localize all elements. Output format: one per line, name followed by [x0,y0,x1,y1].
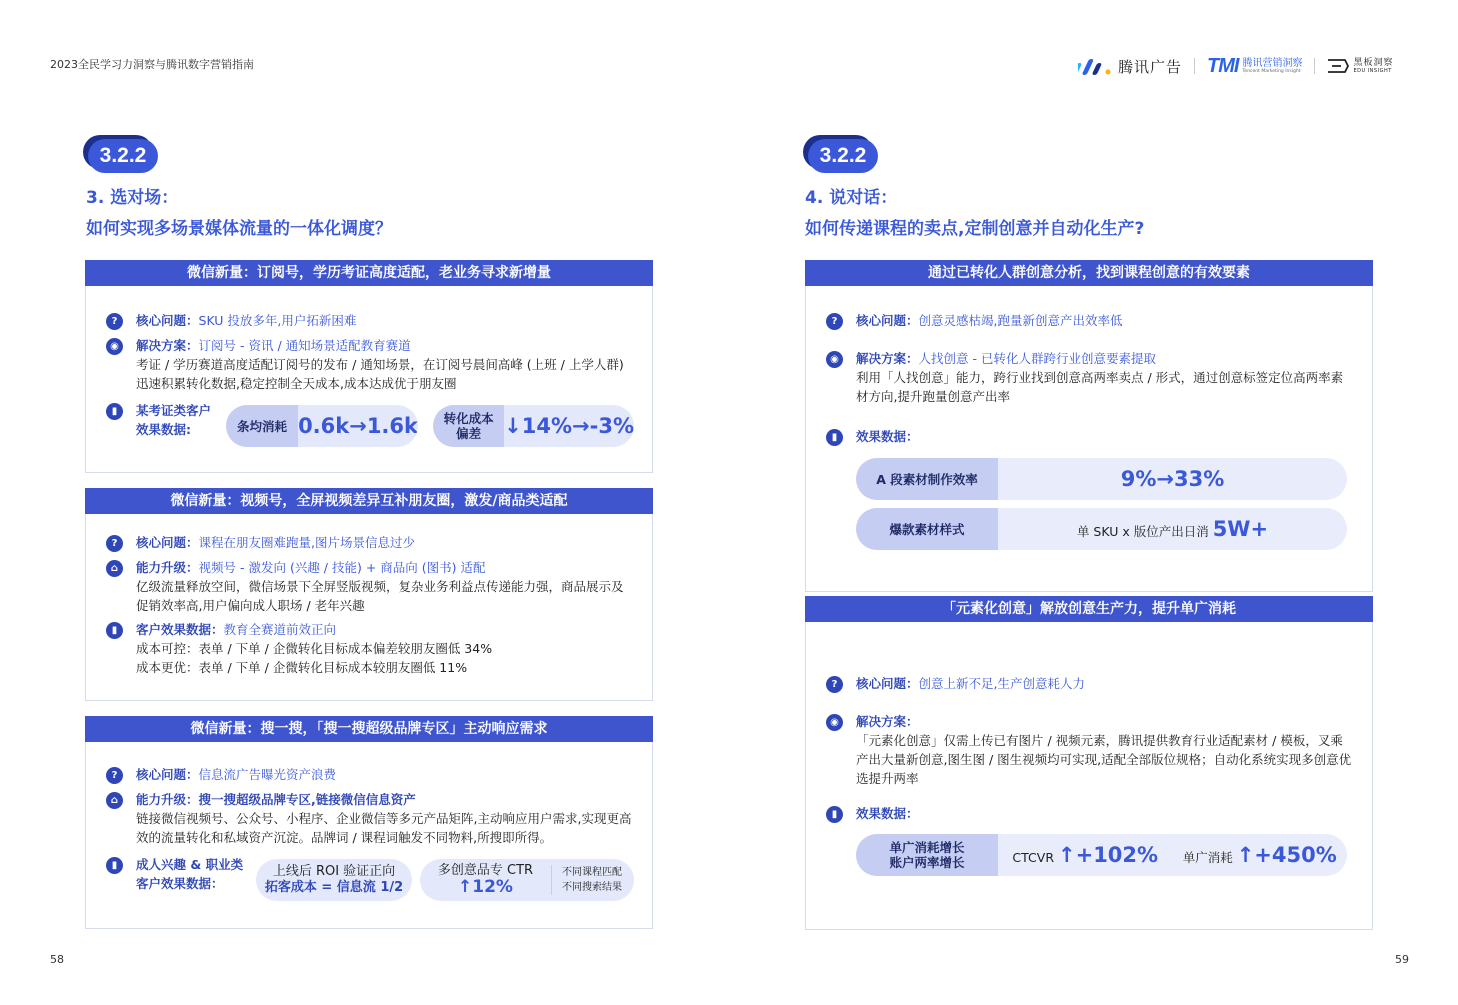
person-icon: ◉ [826,714,843,731]
effect-line-1: 成本可控：表单 / 下单 / 企微转化目标成本偏差较朋友圈低 34% [136,641,493,656]
panel-heading: 微信新量：视频号，全屏视频差异互补朋友圈，激发/商品类适配 [85,488,653,514]
row-key-line1: 单广消耗增长 [889,840,965,855]
panel-elemental-creative [805,596,1373,930]
metric-side-note [551,865,634,895]
core-problem-label: 核心问题： [856,313,919,328]
upgrade-text: 视频号 - 激发向 (兴趣 / 技能) + 商品向 (图书) 适配 [198,560,486,575]
metric-key-line2: 偏差 [456,426,482,441]
solution-text: 人找创意 - 已转化人群跨行业创意要素提取 [918,351,1156,366]
capability-upgrade [106,558,634,615]
tencent-ads-logo [1078,56,1182,77]
person-icon: ◉ [826,351,843,368]
row-key: A 段素材制作效率 [856,458,998,500]
spend-label: 单广消耗 [1182,850,1233,865]
core-problem [826,311,1354,330]
solution-body: 考证 / 学历赛道高度适配订阅号的发布 / 通知场景，在订阅号晨间高峰 (上班 / 上学人群) 迅速积累转化数据,稳定控制全天成本,成本达成优于朋友圈 [136,357,624,391]
roi-line-2: 拓客成本 = 信息流 1/2 [264,880,404,895]
panel-wechat-search [85,716,653,929]
panel-heading: 微信新量：搜一搜，「搜一搜超级品牌专区」主动响应需求 [85,716,653,742]
tmi-en-name: Tencent Marketing Insight [1242,68,1301,74]
metric-value [420,863,551,897]
upgrade-text: 搜一搜超级品牌专区,链接微信信息资产 [198,792,416,807]
side-line-1: 不同课程匹配 [562,867,622,878]
logo-divider [1194,58,1195,74]
metric-value: 0.6k→1.6k [298,414,418,438]
question-icon: ? [106,767,123,784]
ctcvr-value: ↑+102% [1058,843,1159,867]
section-question: 如何传递课程的卖点,定制创意并自动化生产? [805,219,1145,239]
ctr-value: ↑12% [458,877,513,897]
chart-icon: ▮ [106,622,123,639]
ctcvr-cell [998,843,1173,867]
page-number-right: 59 [1395,953,1409,966]
edu-insight-logo [1327,58,1393,74]
upgrade-label: 能力升级： [136,560,199,575]
roi-line-1: 上线后 ROI 验证正向 [272,864,396,879]
effect-line-2: 成本更优：表单 / 下单 / 企微转化目标成本较朋友圈低 11% [136,660,468,675]
metric-pill-cost-deviation [433,405,634,447]
ctr-label: 多创意品专 CTR [437,863,534,878]
row-key: 爆款素材样式 [856,508,998,550]
effect-label-2: 效果数据: [136,422,191,437]
customer-effect [106,620,634,677]
effect-data [826,427,1354,446]
tmi-logo [1207,55,1302,78]
panel-heading: 微信新量：订阅号，学历考证高度适配，老业务寻求新增量 [85,260,653,286]
chart-icon: ▮ [106,857,123,874]
core-problem-text: 创意上新不足,生产创意耗人力 [918,676,1085,691]
document-title: 2023全民学习力洞察与腾讯数字营销指南 [50,58,254,71]
core-problem [106,311,634,330]
tencent-ads-icon [1078,57,1112,75]
metric-key-line1: 转化成本 [443,411,494,426]
section-number-badge: 3.2.2 [808,139,878,173]
effect-label: 效果数据： [856,429,919,444]
solution [106,336,634,393]
ctcvr-label: CTCVR [1012,850,1055,865]
row-key-line2: 账户两率增长 [889,855,965,870]
upgrade-icon: ⌂ [106,792,123,809]
solution-body: 「元素化创意」仅需上传已有图片 / 视频元素，腾讯提供教育行业适配素材 / 模板，叉乘产出大量新创意,图生图 / 图生视频均可实现,适配全部版位规格；自动化系统实现多创意优选提升两率 [856,733,1352,786]
result-row-efficiency [856,458,1347,500]
logo-bar [1078,52,1393,80]
upgrade-body: 亿级流量释放空间，微信场景下全屏竖版视频，复杂业务利益点传递能力强，商品展示及促销效率高,用户偏向成人职场 / 老年兴趣 [136,579,624,613]
result-row-hit-style [856,508,1347,550]
side-line-2: 不同搜索结果 [562,882,622,893]
core-problem-label: 核心问题： [136,313,199,328]
solution-label: 解决方案： [856,714,919,729]
core-problem-text: 创意灵感枯竭,跑量新创意产出效率低 [918,313,1123,328]
section-subtitle: 3. 选对场： [86,188,179,208]
capability-upgrade [106,790,634,847]
metric-pill-spend [226,405,418,447]
effect-label: 效果数据： [856,806,919,821]
edu-en-name: EDU INSIGHT [1353,68,1392,74]
section-subtitle: 4. 说对话： [805,188,898,208]
row-key [856,834,998,876]
effect-data [826,804,1354,823]
logo-divider [1314,58,1315,74]
core-problem-label: 核心问题： [856,676,919,691]
core-problem [826,674,1354,693]
row-value: 9%→33% [1120,467,1225,491]
question-icon: ? [826,313,843,330]
result-row-growth [856,834,1347,876]
core-problem-label: 核心问题： [136,535,199,550]
effect-label: 客户效果数据： [136,622,224,637]
edu-cn-name: 黑板洞察 [1353,58,1394,68]
metric-pill-roi [256,859,412,901]
effect-label-2: 客户效果数据： [136,876,224,891]
panel-heading: 通过已转化人群创意分析，找到课程创意的有效要素 [805,260,1373,286]
edu-insight-icon [1327,58,1349,74]
solution-label: 解决方案： [136,338,199,353]
core-problem-text: 信息流广告曝光资产浪费 [198,767,337,782]
solution [826,349,1354,406]
tmi-mark: TMI [1207,54,1239,77]
metric-pill-ctr [420,859,634,901]
chart-icon: ▮ [826,429,843,446]
core-problem [106,533,634,552]
section-number-badge: 3.2.2 [88,139,158,173]
panel-wechat-channels [85,488,653,701]
effect-text: 教育全赛道前效正向 [223,622,337,637]
core-problem-text: SKU 投放多年,用户拓新困难 [198,313,357,328]
core-problem-text: 课程在朋友圈难跑量,图片场景信息过少 [198,535,415,550]
panel-heading: 「元素化创意」解放创意生产力，提升单广消耗 [805,596,1373,622]
solution-body: 利用「人找创意」能力，跨行业找到创意高两率卖点 / 形式，通过创意标签定位高两率素材方向,提升跑量创意产出率 [856,370,1344,404]
core-problem [106,765,634,784]
row-value-number: 5W+ [1212,517,1269,541]
panel-creative-analysis [805,260,1373,592]
solution [826,712,1354,788]
page-number-left: 58 [50,953,64,966]
metric-value: ↓14%→-3% [504,414,634,438]
row-value [998,517,1347,541]
solution-label: 解决方案： [856,351,919,366]
chart-icon: ▮ [826,806,843,823]
spend-value: ↑+450% [1236,843,1337,867]
spend-cell [1173,843,1348,867]
section-question: 如何实现多场景媒体流量的一体化调度？ [86,219,392,239]
solution-text: 订阅号 - 资讯 / 通知场景适配教育赛道 [198,338,411,353]
tmi-cn-name: 腾讯营销洞察 [1242,57,1303,69]
panel-wechat-subscription [85,260,653,473]
question-icon: ? [826,676,843,693]
metric-key [433,405,504,447]
effect-label-1: 成人兴趣 & 职业类 [136,857,244,872]
upgrade-label: 能力升级： [136,792,199,807]
upgrade-body: 链接微信视频号、公众号、小程序、企业微信等多元产品矩阵,主动响应用户需求,实现更高效的流量转化和私域资产沉淀。品牌词 / 课程词触发不同物料,所搜即所得。 [136,811,632,845]
upgrade-icon: ⌂ [106,560,123,577]
chart-icon: ▮ [106,403,123,420]
effect-label-1: 某考证类客户 [136,403,212,418]
metric-key: 条均消耗 [226,405,298,447]
core-problem-label: 核心问题： [136,767,199,782]
question-icon: ? [106,313,123,330]
row-value-text: 单 SKU x 版位产出日消 [1076,524,1209,539]
person-icon: ◉ [106,338,123,355]
metric-value [256,864,412,896]
tencent-ads-wordmark: 腾讯广告 [1118,57,1183,76]
question-icon: ? [106,535,123,552]
